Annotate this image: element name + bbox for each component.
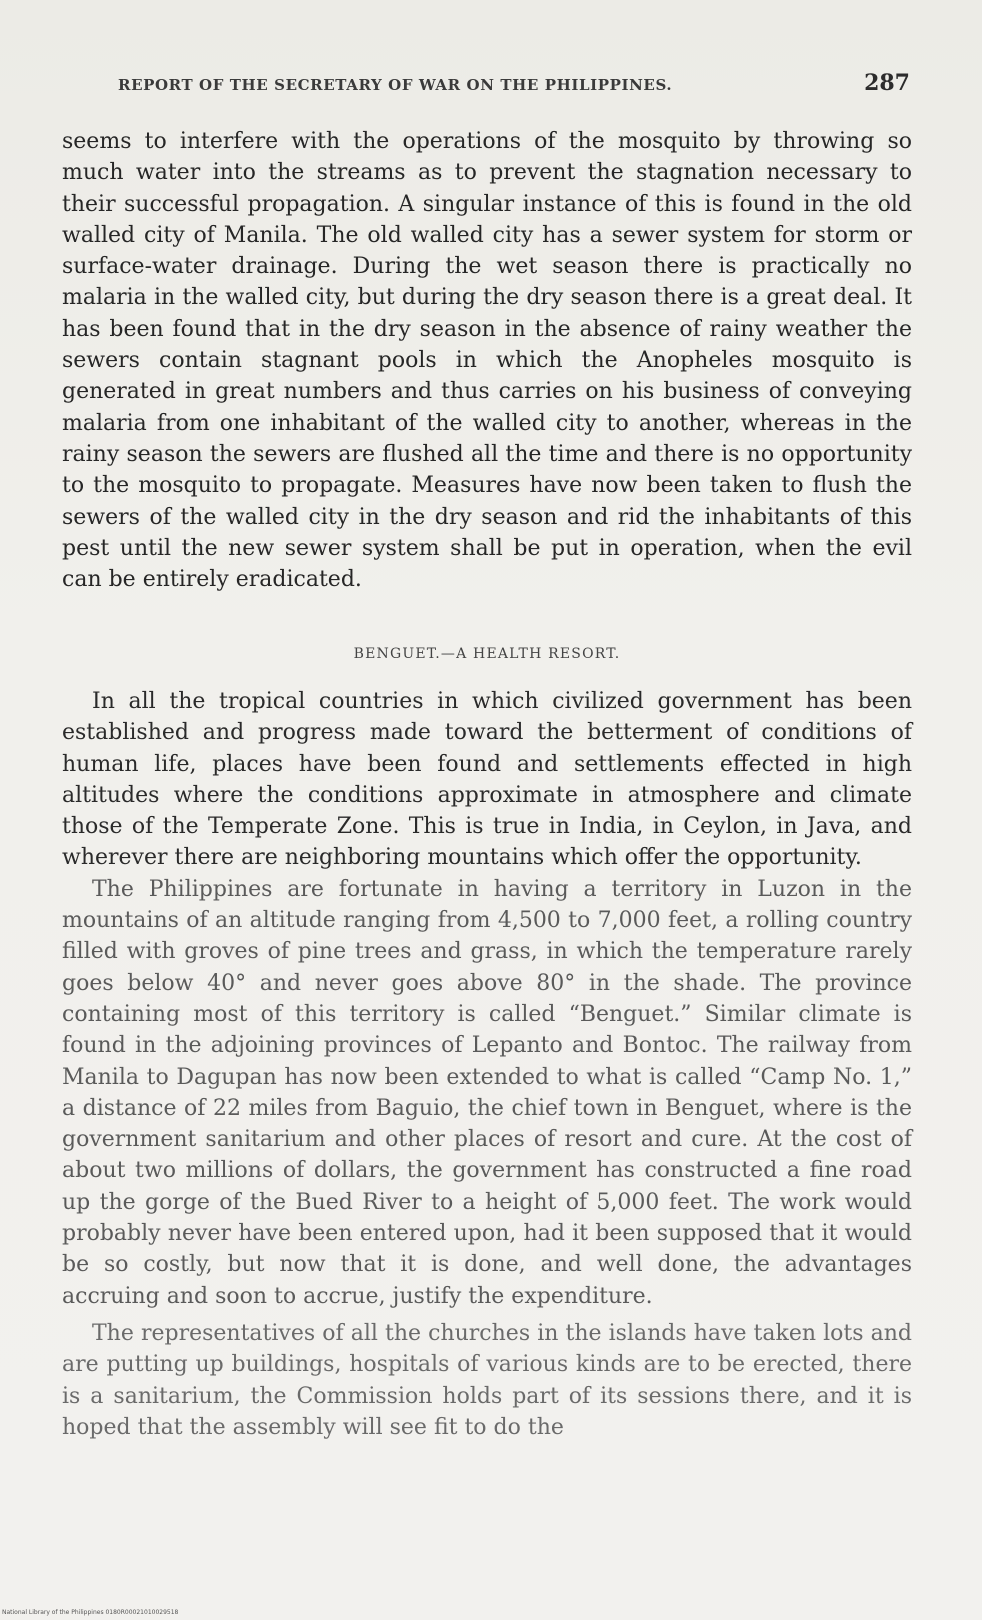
scan-footer-note: National Library of the Philippines 0180R00021010029518 bbox=[2, 1609, 179, 1616]
paragraph-2: The Philippines are fortunate in having a territory in Luzon in the mountains of an altitude ranging from 4,500 to 7,000 feet, a rolling country filled with groves of pine trees and grass, in which the temperature rarely goes below 40° and never goes above 80° in the shade. The province containing most of this territory is called “Benguet.” Similar climate is found in the adjoining provinces of Lepanto and Bontoc. The railway from Manila to Dagupan has now been extended to what is called “Camp No. 1,” a distance of 22 miles from Baguio, the chief town in Benguet, where is the government sanitarium and other places of resort and cure. At the cost of about two millions of dollars, the government has constructed a fine road up the gorge of the Bued River to a height of 5,000 feet. The work would probably never have been entered upon, had it been supposed that it would be so costly, but now that it is done, and well done, the advantages accruing and soon to accrue, justify the expenditure. bbox=[62, 876, 912, 1309]
section-body bbox=[62, 686, 912, 1443]
continued-paragraph: seems to interfere with the operations of the mosquito by throwing so much water into the streams as to prevent the stagnation necessary to their successful propagation. A singular instance of this is found in the old walled city of Manila. The old walled city has a sewer system for storm or surface-water drainage. During the wet season there is practically no malaria in the walled city, but during the dry season there is a great deal. It has been found that in the dry season in the absence of rainy weather the sewers contain stagnant pools in which the Anopheles mosquito is generated in great numbers and thus carries on his business of conveying malaria from one inhabitant of the walled city to another, whereas in the rainy season the sewers are flushed all the time and there is no opportunity to the mosquito to propagate. Measures have now been taken to flush the sewers of the walled city in the dry season and rid the inhabitants of this pest until the new sewer system shall be put in operation, when the evil can be entirely eradicated. bbox=[62, 129, 912, 593]
continued-paragraph-block bbox=[62, 126, 912, 595]
running-title: REPORT OF THE SECRETARY OF WAR ON THE PHILIPPINES. bbox=[118, 76, 673, 94]
section-heading: BENGUET.—A HEALTH RESORT. bbox=[353, 646, 621, 662]
paragraph-1: In all the tropical countries in which civilized government has been established and progress made toward the betterment of conditions of human life, places have been found and settlements effected in high altitudes where the conditions approximate in atmosphere and climate those of the Temperate Zone. This is true in India, in Ceylon, in Java, and wherever there are neighboring mountains which offer the opportunity. bbox=[62, 689, 912, 871]
paragraph-3: The representatives of all the churches in the islands have taken lots and are putting up buildings, hospitals of various kinds are to be erected, there is a sanitarium, the Commission holds part of its sessions there, and it is hoped that the assembly will see fit to do the bbox=[62, 1320, 912, 1440]
page-header bbox=[118, 70, 910, 104]
page-number: 287 bbox=[864, 70, 910, 96]
